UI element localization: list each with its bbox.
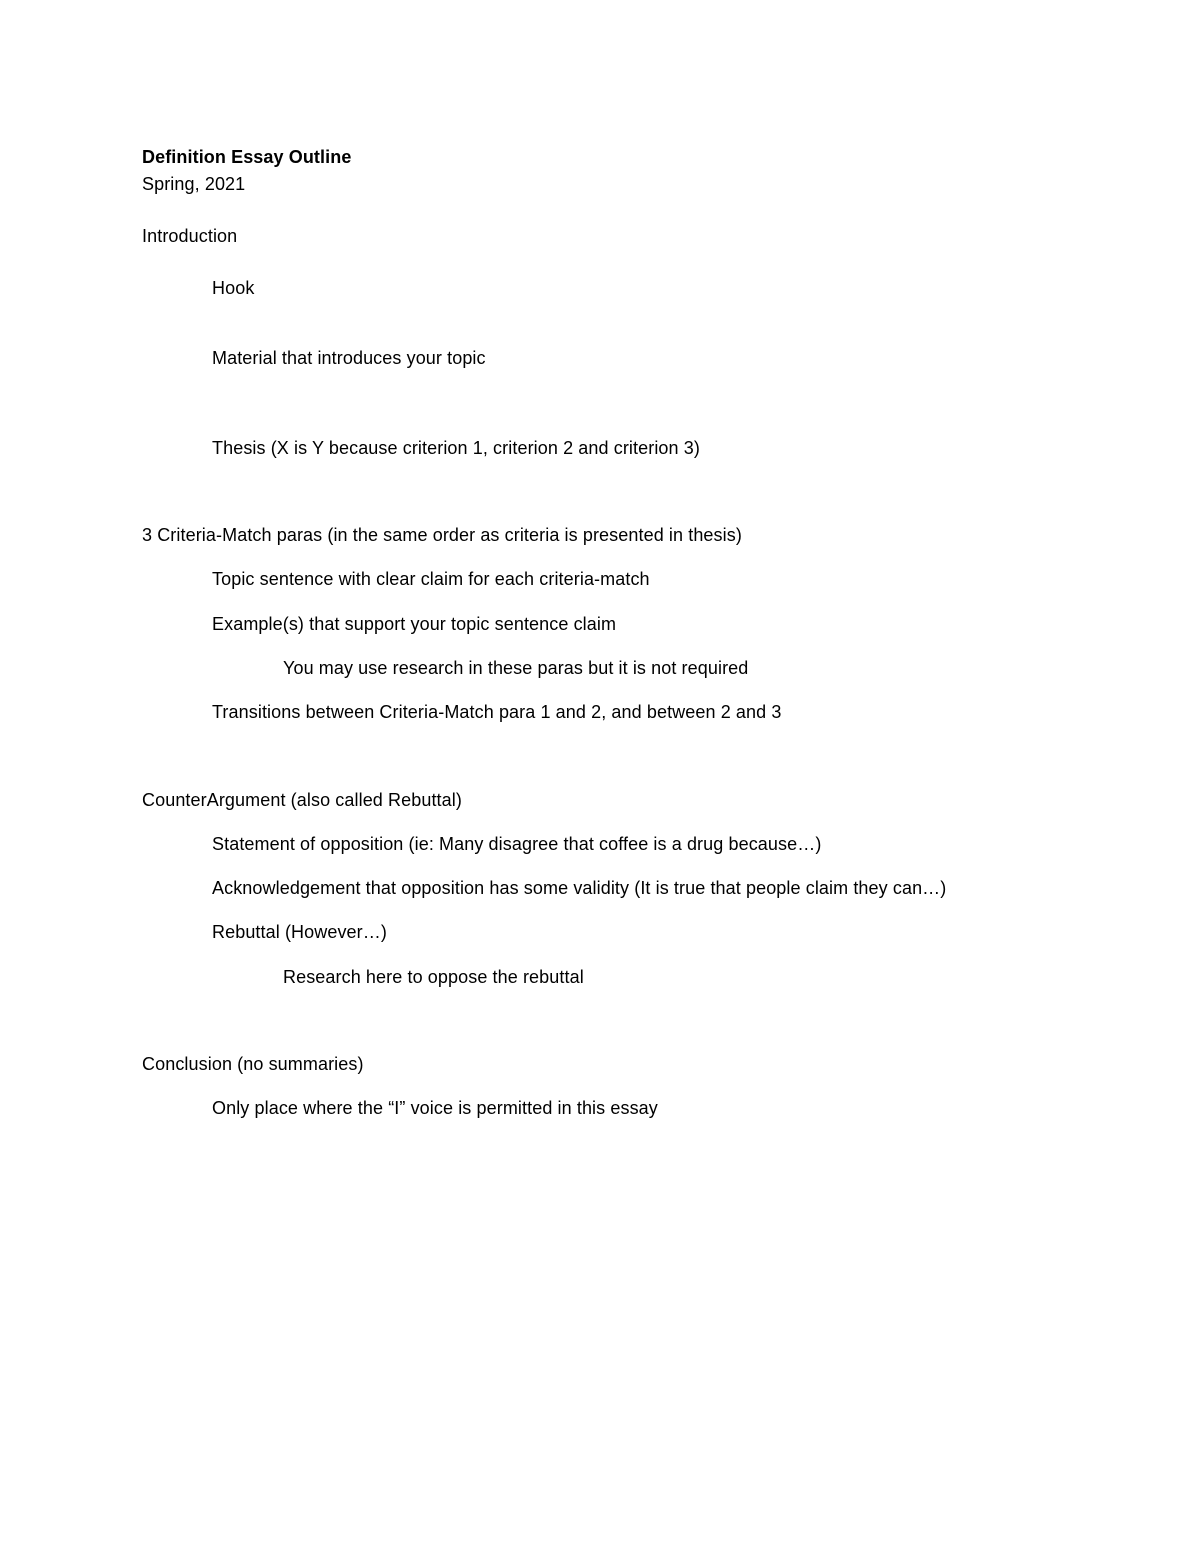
section-heading-introduction: Introduction — [142, 226, 238, 246]
outline-item-examples: Example(s) that support your topic sentence claim — [212, 614, 617, 634]
section-heading-counterargument: CounterArgument (also called Rebuttal) — [142, 790, 462, 810]
section-heading-conclusion: Conclusion (no summaries) — [142, 1054, 364, 1074]
outline-subitem-research-note: You may use research in these paras but it is not required — [283, 658, 749, 678]
outline-item-transitions: Transitions between Criteria-Match para 1 and 2, and between 2 and 3 — [212, 702, 782, 722]
outline-item-rebuttal: Rebuttal (However…) — [212, 922, 387, 942]
document-subtitle: Spring, 2021 — [142, 174, 246, 194]
document-title: Definition Essay Outline — [142, 147, 352, 167]
outline-item-thesis: Thesis (X is Y because criterion 1, criterion 2 and criterion 3) — [212, 438, 700, 458]
outline-item-opposition: Statement of opposition (ie: Many disagree that coffee is a drug because…) — [212, 834, 822, 854]
outline-item-material: Material that introduces your topic — [212, 348, 486, 368]
outline-item-topic-sentence: Topic sentence with clear claim for each criteria-match — [212, 569, 650, 589]
outline-item-voice-note: Only place where the “I” voice is permitted in this essay — [212, 1098, 658, 1118]
outline-item-hook: Hook — [212, 278, 255, 298]
section-heading-criteria: 3 Criteria-Match paras (in the same order as criteria is presented in thesis) — [142, 525, 742, 545]
outline-subitem-research: Research here to oppose the rebuttal — [283, 967, 584, 987]
outline-item-acknowledgement: Acknowledgement that opposition has some validity (It is true that people claim they can…) — [212, 878, 947, 898]
